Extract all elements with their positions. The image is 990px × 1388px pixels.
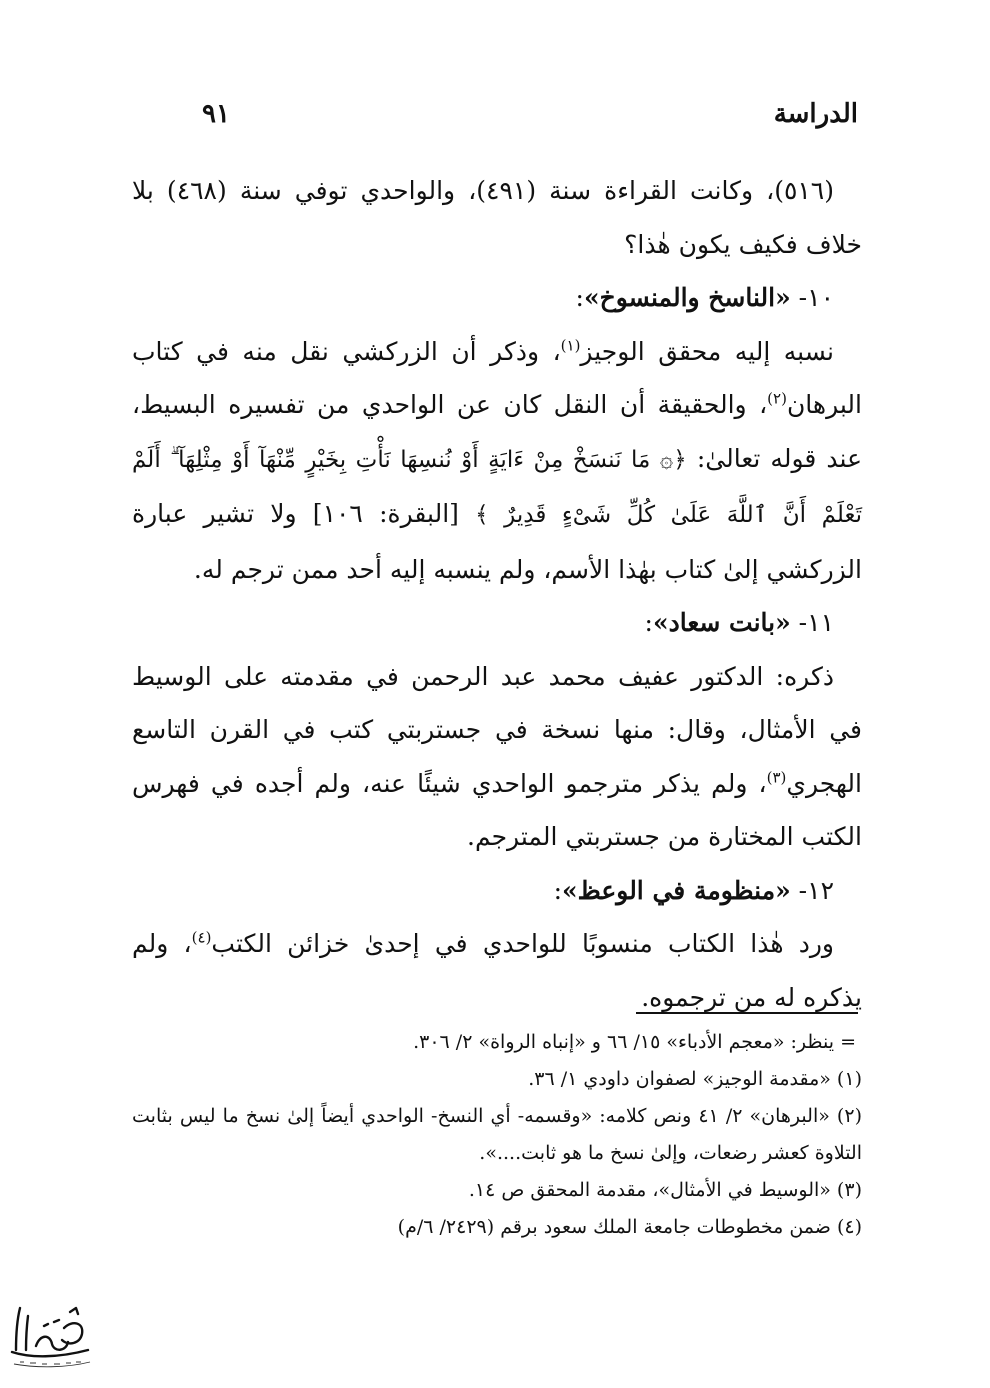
text-span: ، والحقيقة أن النقل كان عن الواحدي من تفسيره البسيط، عند قوله تعالىٰ: [132,390,863,473]
footnote-ref-1: (١) [560,336,581,355]
section-colon: : [644,608,653,637]
footnote-ref-4: (٤) [191,928,212,947]
paragraph-2 [132,325,862,597]
section-number: ١١- [790,608,834,637]
page-number: ٩١ [202,99,230,129]
section-10-heading [132,271,862,325]
text-span: ذكره: الدكتور عفيف محمد عبد الرحمن في مقدمته على الوسيط في الأمثال، وقال: منها نسخة في جستربتي كتب في القرن التاسع الهجري [132,661,862,798]
section-number: ١٠- [790,283,834,312]
section-colon: : [553,875,562,905]
text-span: ورد هٰذا الكتاب منسوبًا للواحدي في إحدىٰ خزائن الكتب [211,929,835,958]
page-header [132,92,858,136]
footnote-ref-3: (٣) [766,768,787,787]
quran-verse: ﴿۞ مَا نَنسَخْ مِنْ ءَايَةٍ أَوْ نُنسِهَا نَأْتِ بِخَيْرٍ مِّنْهَآ أَوْ مِثْلِهَآ ۗ أَلَمْ تَعْلَمْ أَنَّ ٱللَّهَ عَلَىٰ كُلِّ شَىْءٍ قَدِيرٌ ﴾ [132,446,863,528]
text-span: ، ولم يذكره له من ترجموه. [132,929,862,1012]
footnote-4: (٤) ضمن مخطوطات جامعة الملك سعود برقم (٢٤٢٩/ ٦/م) [397,1216,862,1238]
text-span: ، وذكر أن الزركشي نقل منه في كتاب البرهان [132,336,862,419]
paragraph-3 [132,650,862,864]
text-span: نسبه إليه محقق الوجيز [580,336,834,366]
paragraph-1: (٥١٦)، وكانت القراءة سنة (٤٩١)، والواحدي توفي سنة (٤٦٨) بلا خلاف فكيف يكون هٰذا؟ [132,176,862,259]
section-12-heading [132,864,862,918]
footnote-1: (١) «مقدمة الوجيز» لصفوان داودي ١/ ٣٦. [528,1068,862,1090]
section-title: «الناسخ والمنسوخ» [583,283,791,312]
footnote-continuation: = ينظر: «معجم الأدباء» ١٥/ ٦٦ و «إنباه الرواة» ٢/ ٣٠٦. [413,1031,856,1053]
paragraph-4 [132,917,862,1024]
section-title: «منظومة في الوعظ» [562,875,791,905]
section-title: «بانت سعاد» [652,608,791,637]
text-span: ، ولم يذكر مترجمو الواحدي شيئًا عنه، ولم أجده في فهرس الكتب المختارة من جستربتي المترجم. [132,768,862,851]
footnote-3: (٣) «الوسيط في الأمثال»، مقدمة المحقق ص ١٤. [468,1179,862,1201]
footnote-ref-2: (٢) [767,389,787,408]
running-title: الدراسة [773,99,858,129]
text-span: [البقرة: ١٠٦] ولا تشير عبارة الزركشي إلىٰ كتاب بهٰذا الأسم، ولم ينسبه إليه أحد ممن ترجم له. [132,499,862,584]
section-number: ١٢- [790,875,834,905]
section-colon: : [575,283,584,312]
main-text [132,164,862,1024]
footnotes [132,1024,862,1246]
section-11-heading [132,596,862,650]
calligraphy-logo-icon [6,1298,96,1372]
footnote-2: (٢) «البرهان» ٢/ ٤١ ونص كلامه: «وقسمه- أي النسخ- الواحدي أيضاً إلىٰ نسخ ما ليس بثابت التلاوة كعشر رضعات، وإلىٰ نسخ ما هو ثابت....». [132,1105,862,1164]
footnote-divider [636,1012,858,1014]
